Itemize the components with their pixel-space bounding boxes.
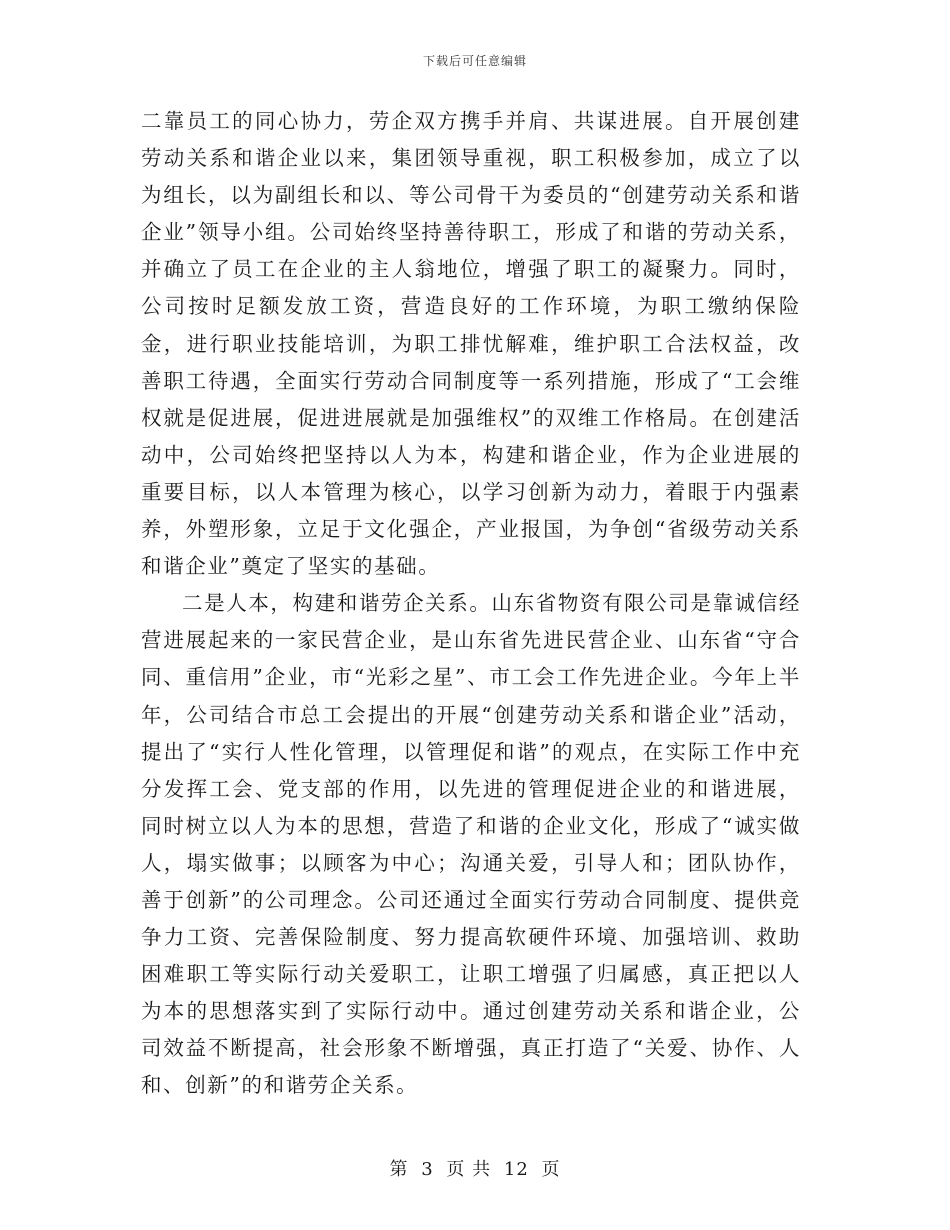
page-header-note: 下载后可任意编辑 xyxy=(422,54,527,68)
footer-total-pages: 12 xyxy=(503,1159,529,1180)
document-body xyxy=(141,103,801,1105)
footer-prefix: 第 xyxy=(389,1159,409,1180)
body-paragraph-2: 二是人本，构建和谐劳企关系。山东省物资有限公司是靠诚信经营进展起来的一家民营企业，是山东省先进民营企业、山东省“守合同、重信用”企业，市“光彩之星”、市工会工作先进企业。今年上半年，公司结合市总工会提出的开展“创建劳动关系和谐企业”活动，提出了“实行人性化管理，以管理促和谐”的观点，在实际工作中充分发挥工会、党支部的作用，以先进的管理促进企业的和谐进展，同时树立以人为本的思想，营造了和谐的企业文化，形成了“诚实做人，塌实做事；以顾客为中心；沟通关爱，引导人和；团队协作，善于创新”的公司理念。公司还通过全面实行劳动合同制度、提供竞争力工资、完善保险制度、努力提高软硬件环境、加强培训、救助困难职工等实际行动关爱职工，让职工增强了归属感，真正把以人为本的思想落实到了实际行动中。通过创建劳动关系和谐企业，公司效益不断提高，社会形象不断增强，真正打造了“关爱、协作、人和、创新”的和谐劳企关系。 xyxy=(141,591,801,1098)
footer-suffix: 页 xyxy=(541,1159,561,1180)
footer-page-number: 3 xyxy=(421,1159,434,1180)
body-paragraph-1: 二靠员工的同心协力，劳企双方携手并肩、共谋进展。自开展创建劳动关系和谐企业以来，集团领导重视，职工积极参加，成立了以为组长，以为副组长和以、等公司骨干为委员的“创建劳动关系和谐企业”领导小组。公司始终坚持善待职工，形成了和谐的劳动关系，并确立了员工在企业的主人翁地位，增强了职工的凝聚力。同时，公司按时足额发放工资，营造良好的工作环境，为职工缴纳保险金，进行职业技能培训，为职工排忧解难，维护职工合法权益，改善职工待遇，全面实行劳动合同制度等一系列措施，形成了“工会维权就是促进展，促进进展就是加强维权”的双维工作格局。在创建活动中，公司始终把坚持以人为本，构建和谐企业，作为企业进展的重要目标，以人本管理为核心，以学习创新为动力，着眼于内强素养，外塑形象，立足于文化强企，产业报国，为争创“省级劳动关系和谐企业”奠定了坚实的基础。 xyxy=(141,109,801,579)
page-footer xyxy=(0,1155,950,1181)
footer-middle: 页 共 xyxy=(446,1159,492,1180)
